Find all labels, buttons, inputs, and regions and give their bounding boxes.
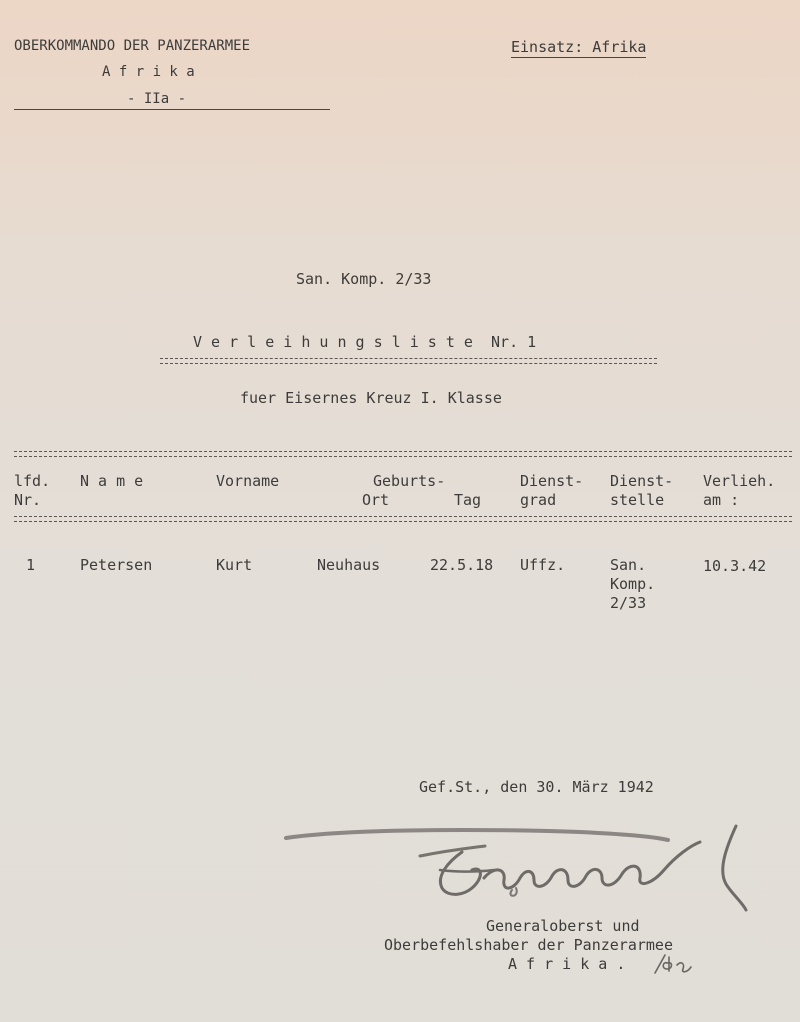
table-top-rule — [14, 451, 792, 457]
cell-verliehen-am: 10.3.42 — [703, 557, 767, 575]
cell-geburtstag: 22.5.18 — [430, 556, 494, 574]
unit-label: San. Komp. 2/33 — [296, 270, 432, 288]
cell-vorname: Kurt — [216, 556, 253, 574]
command-heading: OBERKOMMANDO DER PANZERARMEE — [14, 38, 251, 54]
header-ort: Ort — [362, 491, 390, 509]
list-subtitle: fuer Eisernes Kreuz I. Klasse — [240, 389, 502, 407]
header-am: am : — [703, 491, 740, 509]
cell-lfd-nr: 1 — [26, 556, 36, 574]
signature-rank-line2: Oberbefehlshaber der Panzerarmee — [384, 936, 673, 954]
header-vorname: Vorname — [216, 472, 280, 490]
list-title: V e r l e i h u n g s l i s t e Nr. 1 — [193, 333, 537, 351]
handwritten-initials — [651, 951, 697, 977]
header-dienstgrad: Dienst- — [520, 472, 584, 490]
cell-geburtsort: Neuhaus — [317, 556, 381, 574]
header-name: N a m e — [80, 472, 144, 490]
header-nr: Nr. — [14, 491, 42, 509]
handwritten-signature — [280, 818, 760, 918]
header-grad: grad — [520, 491, 557, 509]
header-verlieh: Verlieh. — [703, 472, 776, 490]
cell-dienststelle: San. Komp. 2/33 — [610, 556, 656, 612]
deployment-label: Einsatz: Afrika — [511, 38, 647, 56]
section-heading: - IIa - — [127, 91, 187, 107]
header-tag: Tag — [454, 491, 482, 509]
region-heading: A f r i k a — [102, 64, 195, 80]
signature-rank-line1: Generaloberst und — [486, 917, 640, 935]
cell-name: Petersen — [80, 556, 153, 574]
header-lfd: lfd. — [14, 472, 51, 490]
header-stelle: stelle — [610, 491, 665, 509]
header-dienststelle: Dienst- — [610, 472, 674, 490]
place-date-line: Gef.St., den 30. März 1942 — [419, 778, 654, 796]
cell-dienstgrad: Uffz. — [520, 556, 566, 574]
table-header-rule — [14, 516, 792, 522]
signature-rank-line3: A f r i k a . — [508, 955, 626, 973]
header-geburts: Geburts- — [373, 472, 446, 490]
header-underline — [14, 109, 330, 110]
title-double-rule — [160, 358, 657, 364]
